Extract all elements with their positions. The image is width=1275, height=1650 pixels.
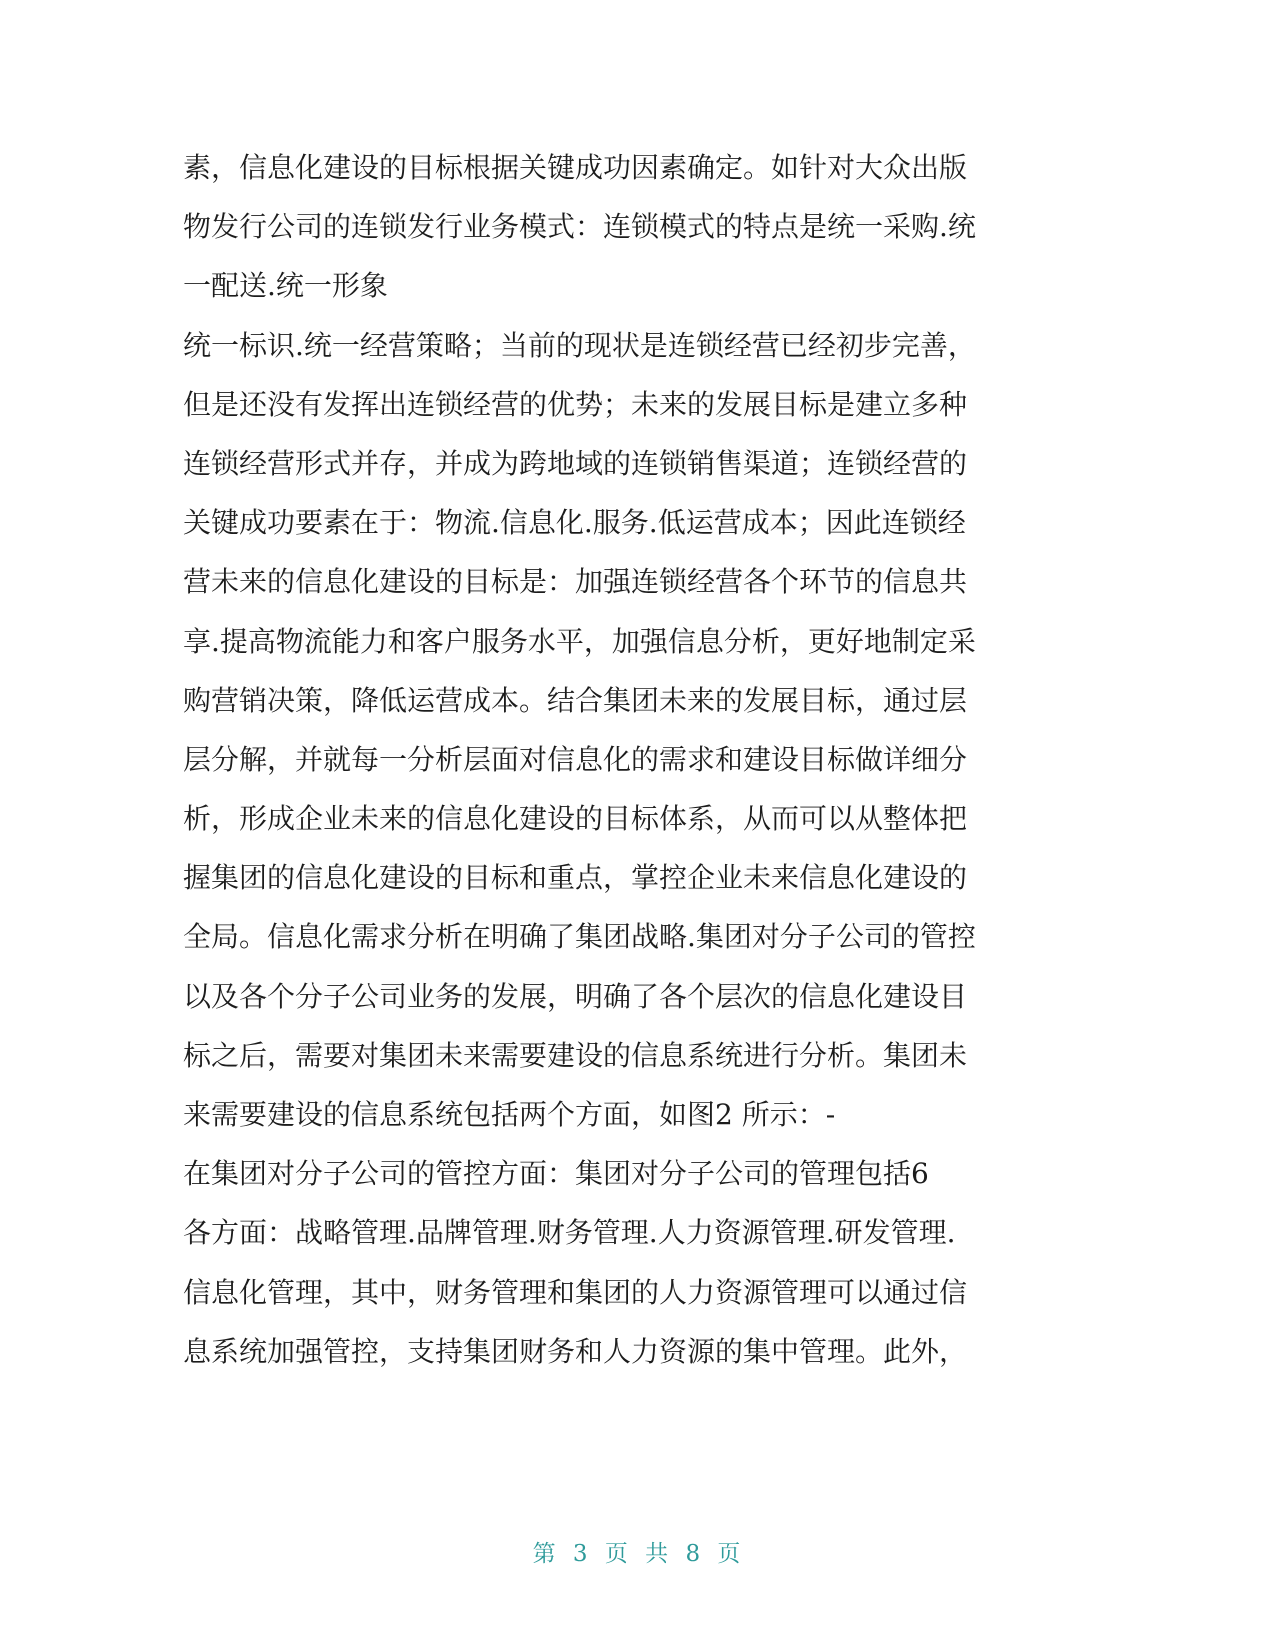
- text-line: 握集团的信息化建设的目标和重点，掌控企业未来信息化建设的: [183, 861, 968, 895]
- text-line: 但是还没有发挥出连锁经营的优势；未来的发展目标是建立多种: [183, 387, 968, 421]
- text-line: 统一标识.统一经营策略；当前的现状是连锁经营已经初步完善，: [183, 328, 976, 362]
- text-line: 以及各个分子公司业务的发展，明确了各个层次的信息化建设目: [183, 979, 968, 1013]
- text-line: 全局。信息化需求分析在明确了集团战略.集团对分子公司的管控: [183, 920, 976, 954]
- text-line: 连锁经营形式并存，并成为跨地域的连锁销售渠道；连锁经营的: [183, 446, 968, 480]
- text-line: 层分解，并就每一分析层面对信息化的需求和建设目标做详细分: [183, 742, 968, 776]
- text-line: 一配送.统一形象: [183, 269, 388, 303]
- text-line: 在集团对分子公司的管控方面：集团对分子公司的管理包括6: [183, 1157, 929, 1191]
- text-line: 各方面：战略管理.品牌管理.财务管理.人力资源管理.研发管理.: [183, 1216, 956, 1250]
- text-line: 信息化管理，其中，财务管理和集团的人力资源管理可以通过信: [183, 1275, 968, 1309]
- text-line: 息系统加强管控，支持集团财务和人力资源的集中管理。此外，: [183, 1334, 968, 1368]
- text-line: 来需要建设的信息系统包括两个方面，如图2 所示：-: [183, 1098, 836, 1131]
- body-text: [183, 138, 1063, 1381]
- text-line: 购营销决策，降低运营成本。结合集团未来的发展目标，通过层: [183, 683, 968, 717]
- text-line: 素，信息化建设的目标根据关键成功因素确定。如针对大众出版: [183, 151, 968, 184]
- text-line: 享.提高物流能力和客户服务水平，加强信息分析，更好地制定采: [183, 624, 976, 658]
- text-line: 物发行公司的连锁发行业务模式：连锁模式的特点是统一采购.统: [183, 210, 976, 244]
- text-line: 关键成功要素在于：物流.信息化.服务.低运营成本；因此连锁经: [183, 506, 966, 540]
- text-line: 营未来的信息化建设的目标是：加强连锁经营各个环节的信息共: [183, 565, 968, 599]
- text-line: 标之后，需要对集团未来需要建设的信息系统进行分析。集团未: [183, 1038, 968, 1072]
- text-line: 析，形成企业未来的信息化建设的目标体系，从而可以从整体把: [183, 802, 968, 836]
- page-number-footer: 第 3 页 共 8 页: [532, 1541, 743, 1567]
